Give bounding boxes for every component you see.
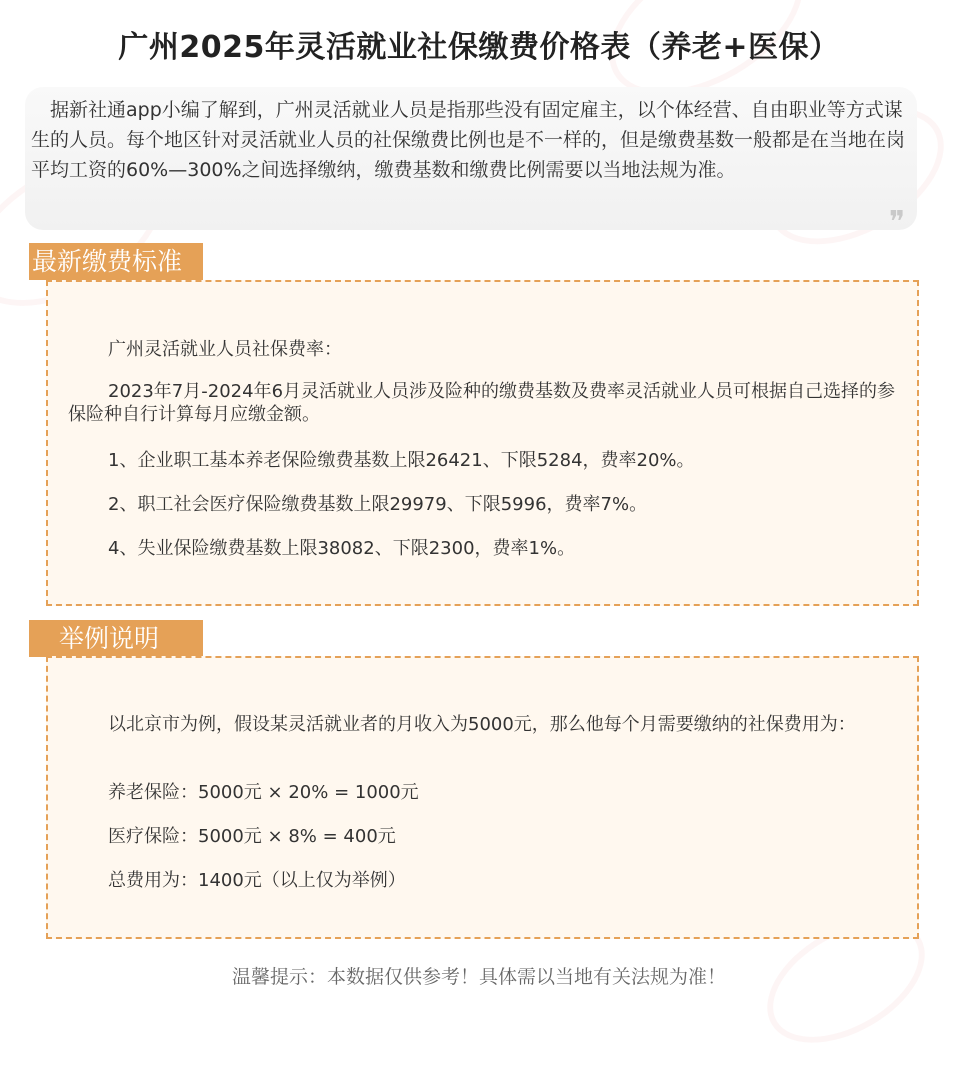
example-total: 总费用为：1400元（以上仅为举例） <box>108 870 406 891</box>
standard-box <box>46 280 919 606</box>
example-medical: 医疗保险：5000元 × 8% = 400元 <box>108 826 396 847</box>
example-pension: 养老保险：5000元 × 20% = 1000元 <box>108 782 419 803</box>
section-label-standard: 最新缴费标准 <box>29 243 203 280</box>
page-title: 广州2025年灵活就业社保缴费价格表（养老+医保） <box>118 30 840 65</box>
pension-rate-item: 1、企业职工基本养老保险缴费基数上限26421、下限5284，费率20%。 <box>108 450 695 471</box>
example-box <box>46 656 919 939</box>
section-label-example: 举例说明 <box>29 620 203 657</box>
intro-text: 据新社通app小编了解到，广州灵活就业人员是指那些没有固定雇主，以个体经营、自由职业等方式谋生的人员。每个地区针对灵活就业人员的社保缴费比例也是不一样的，但是缴费基数一般都是在当地在岗平均工资的60%—300%之间选择缴纳，缴费基数和缴费比例需要以当地法规为准。 <box>31 99 906 181</box>
example-intro: 以北京市为例，假设某灵活就业者的月收入为5000元，那么他每个月需要缴纳的社保费用为： <box>108 714 856 735</box>
medical-rate-item: 2、职工社会医疗保险缴费基数上限29979、下限5996，费率7%。 <box>108 494 648 515</box>
quote-mark-icon: ❝ <box>888 190 905 225</box>
rate-heading: 广州灵活就业人员社保费率： <box>108 339 342 360</box>
footer-tip: 温馨提示：本数据仅供参考！具体需以当地有关法规为准！ <box>231 966 726 988</box>
unemployment-rate-item: 4、失业保险缴费基数上限38082、下限2300，费率1%。 <box>108 538 576 559</box>
intro-box <box>25 87 917 230</box>
rate-description: 2023年7月-2024年6月灵活就业人员涉及险种的缴费基数及费率灵活就业人员可根据自己选择的参保险种自行计算每月应缴金额。 <box>68 381 896 425</box>
